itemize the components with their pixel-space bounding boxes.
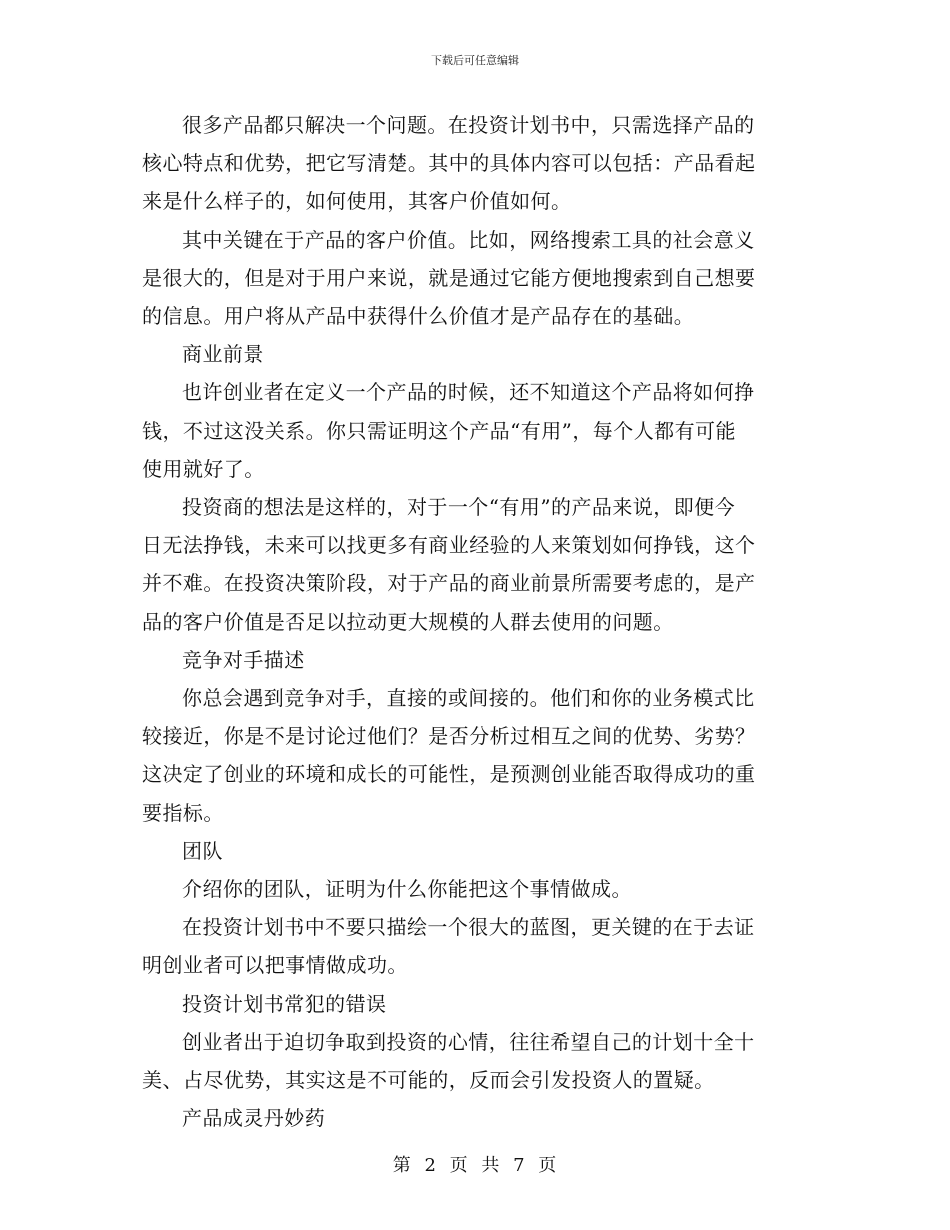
paragraph-line: 创业者出于迫切争取到投资的心情，往往希望自己的计划十全十 [182, 1029, 755, 1054]
paragraph-line: 来是什么样子的，如何使用，其客户价值如何。 [142, 189, 572, 214]
paragraph [142, 1023, 802, 1099]
footer-label-gong: 共 [481, 1155, 501, 1176]
section-heading: 竞争对手描述 [182, 647, 305, 672]
paragraph [142, 373, 802, 488]
paragraph-line: 核心特点和优势，把它写清楚。其中的具体内容可以包括：产品看起 [142, 151, 756, 176]
paragraph-line: 的信息。用户将从产品中获得什么价值才是产品存在的基础。 [142, 304, 695, 329]
total-page-count: 7 [513, 1155, 526, 1176]
paragraph-line: 投资商的想法是这样的，对于一个“有用”的产品来说，即便今 [182, 495, 736, 520]
footer-label-ye-end: 页 [538, 1155, 558, 1176]
paragraph [142, 870, 802, 908]
paragraph-line: 很多产品都只解决一个问题。在投资计划书中，只需选择产品的 [182, 113, 755, 137]
page-header: 下载后可任意编辑 [431, 54, 519, 67]
footer-label-ye: 页 [449, 1155, 469, 1176]
paragraph-line: 是很大的，但是对于用户来说，就是通过它能方便地搜索到自己想要 [142, 265, 756, 290]
paragraph-line: 明创业者可以把事情做成功。 [142, 953, 408, 978]
document-body [142, 106, 802, 1137]
paragraph-line: 你总会遇到竞争对手，直接的或间接的。他们和你的业务模式比 [182, 686, 755, 711]
section-heading: 投资计划书常犯的错误 [182, 991, 387, 1016]
paragraph [142, 679, 802, 832]
paragraph-line: 其中关键在于产品的客户价值。比如，网络搜索工具的社会意义 [182, 227, 755, 252]
current-page-number: 2 [424, 1155, 437, 1176]
paragraph-line: 日无法挣钱，未来可以找更多有商业经验的人来策划如何挣钱，这个 [142, 533, 756, 558]
section-heading: 商业前景 [182, 342, 264, 367]
paragraph-line: 在投资计划书中不要只描绘一个很大的蓝图，更关键的在于去证 [182, 915, 755, 940]
paragraph-line: 要指标。 [142, 800, 224, 825]
footer-label-di: 第 [392, 1155, 412, 1176]
paragraph-line: 钱，不过这没关系。你只需证明这个产品“有用”，每个人都有可能 [142, 418, 736, 443]
paragraph [142, 908, 802, 984]
paragraph-line: 介绍你的团队，证明为什么你能把这个事情做成。 [182, 877, 632, 902]
paragraph [142, 488, 802, 641]
paragraph [142, 221, 802, 336]
paragraph-line: 也许创业者在定义一个产品的时候，还不知道这个产品将如何挣 [182, 380, 755, 405]
paragraph-line: 使用就好了。 [142, 456, 265, 481]
page-footer [0, 1154, 950, 1178]
paragraph-line: 美、占尽优势，其实这是不可能的，反而会引发投资人的置疑。 [142, 1068, 715, 1093]
paragraph [142, 106, 802, 221]
paragraph-line: 较接近，你是不是讨论过他们？是否分析过相互之间的优势、劣势？ [142, 724, 756, 749]
section-heading: 团队 [182, 838, 223, 863]
paragraph-line: 这决定了创业的环境和成长的可能性，是预测创业能否取得成功的重 [142, 762, 756, 787]
paragraph-line: 并不难。在投资决策阶段，对于产品的商业前景所需要考虑的，是产 [142, 571, 756, 596]
section-heading: 产品成灵丹妙药 [182, 1106, 326, 1131]
paragraph-line: 品的客户价值是否足以拉动更大规模的人群去使用的问题。 [142, 609, 674, 634]
